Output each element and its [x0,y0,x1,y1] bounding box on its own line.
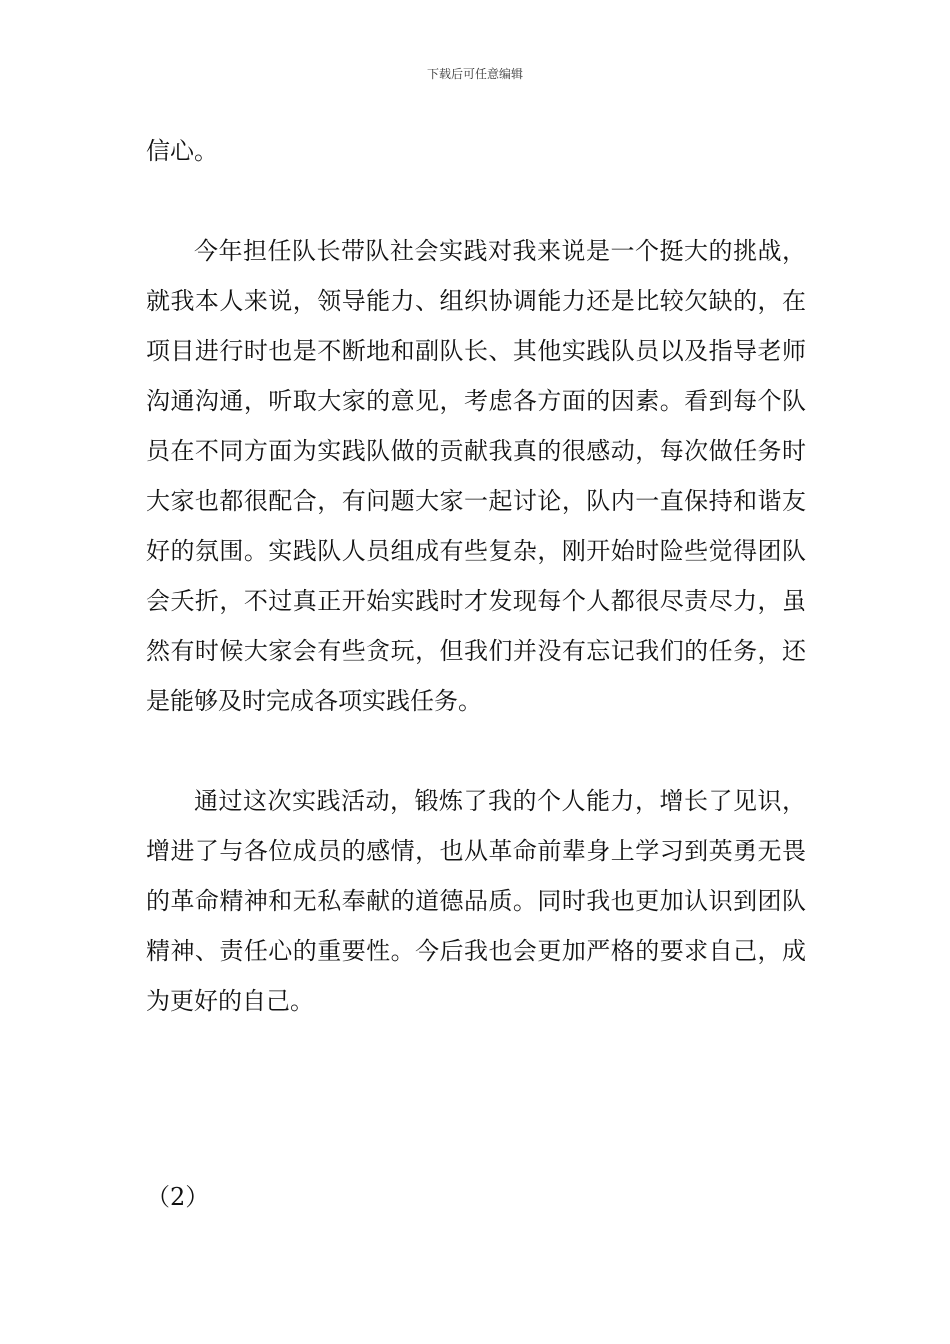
section-marker: （2） [146,1183,210,1211]
page-header-note: 下载后可任意编辑 [426,67,523,81]
document-body [146,126,806,1026]
paragraph-spacer [146,176,806,226]
paragraph-spacer [146,726,806,776]
paragraph-conclusion: 通过这次实践活动，锻炼了我的个人能力，增长了见识，增进了与各位成员的感情，也从革命前辈身上学习到英勇无畏的革命精神和无私奉献的道德品质。同时我也更加认识到团队精神、责任心的重要性。今后我也会更加严格的要求自己，成为更好的自己。 [146,787,806,1015]
paragraph-continuation: 信心。 [146,137,218,165]
paragraph-team-leader: 今年担任队长带队社会实践对我来说是一个挺大的挑战，就我本人来说，领导能力、组织协调能力还是比较欠缺的，在项目进行时也是不断地和副队长、其他实践队员以及指导老师沟通沟通，听取大家的意见，考虑各方面的因素。看到每个队员在不同方面为实践队做的贡献我真的很感动，每次做任务时大家也都很配合，有问题大家一起讨论，队内一直保持和谐友好的氛围。实践队人员组成有些复杂，刚开始时险些觉得团队会夭折，不过真正开始实践时才发现每个人都很尽责尽力，虽然有时候大家会有些贪玩，但我们并没有忘记我们的任务，还是能够及时完成各项实践任务。 [146,237,806,715]
